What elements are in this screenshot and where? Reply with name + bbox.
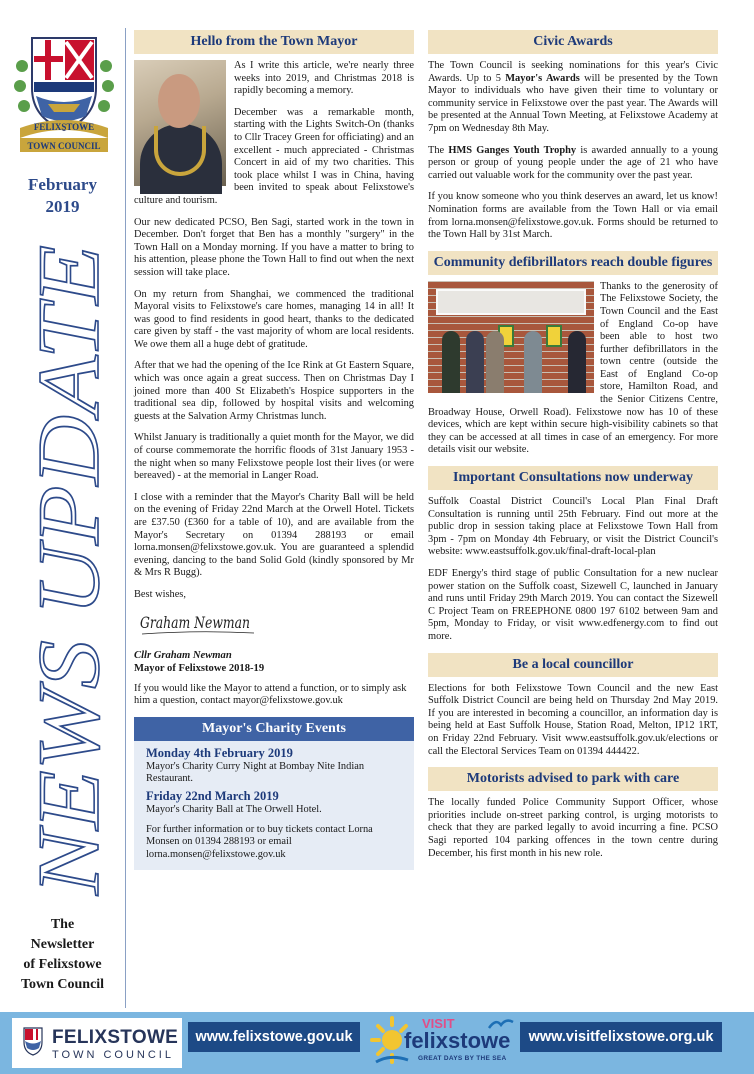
footer-council-logo (12, 1018, 182, 1068)
consultation-paragraph: EDF Energy's third stage of public Consultation for a new nuclear power station on the Suffolk coast, Sizewell C, launched in January and runs until Friday 29th March 2019. You can contact the Sizewell C Project Team on FREEPHONE 0800 197 6102 between 9am and 5pm, Monday to Friday, or visit www.edfenergy.com to find out more. (428, 568, 718, 642)
mayor-paragraph: On my return from Shanghai, we commenced the traditional Mayoral visits to Felixstowe's care homes, managing 14 in all! It was good to find residents in good heart, thanks to the dedicated care given by staff - the vast majority of whom are local residents. We owe them all a huge debt of gratitude. (134, 288, 414, 350)
mayor-heading: Hello from the Town Mayor (134, 30, 414, 54)
svg-text:FELIXSTOWE: FELIXSTOWE (33, 122, 95, 132)
visit-website-link[interactable]: www.visitfelixstowe.org.uk (520, 1022, 722, 1052)
issue-date (0, 174, 125, 218)
mayor-photo (134, 60, 226, 186)
mayor-paragraph: After that we had the opening of the Ice Rink at Gt Eastern Square, which was once again a great success. Then on Christmas Day I joined more than 400 St Elizabeth's Hospice supporters in the traditional sea dip, followed by hospital visits and welcoming guests at the Salvation Army Christmas lunch. (134, 360, 414, 422)
mayor-paragraph: Whilst January is traditionally a quiet month for the Mayor, we did of course commemorate the horrific floods of 31st January 1953 - the night when so many Felixstowe people lost their lives (or were bereaved) - at the memorial in Langer Road. (134, 432, 414, 482)
crest-icon (22, 1026, 44, 1056)
sidebar (0, 0, 125, 1010)
motorists-paragraph: The locally funded Police Community Support Officer, whose priorities include on-street parking control, is urging motorists to check that they are parked legally to avoid incurring a fine. PCSO Sagi reported 104 parking offences in the town centre during December, his first month in his new role. (428, 797, 718, 859)
councillor-heading: Be a local councillor (428, 653, 718, 677)
seagull-icon (488, 1016, 514, 1032)
charity-events-box (134, 717, 414, 871)
issue-year: 2019 (45, 197, 80, 216)
event-date: Friday 22nd March 2019 (146, 788, 279, 803)
councillor-paragraph: Elections for both Felixstowe Town Council and the new East Suffolk District Council are being held on Thursday 2nd May 2019. If you are interested in becoming a councillor, an information day is being held at East Suffolk House, Station Road, Melton, IP12 1RT, on Friday 22nd February. Visit www.eastsuffolk.gov.uk/elections or call the Electoral Services Team on 01394 444422. (428, 682, 718, 757)
mayor-paragraph: As I write this article, we're nearly three weeks into 2019, and Christmas 2018 is rapidly becoming a memory. (234, 60, 414, 97)
event-date: Monday 4th February 2019 (146, 745, 293, 760)
mayor-paragraph: December was a remarkable month, starting with the Lights Switch-On (thanks to Cllr Tracey Green for officiating) and an excellent - much appreciated - Christmas Concert in aid of my two charities. This took place whilst I was in China, having been invited to speak about Felixstowe's culture and tourism. (134, 106, 414, 206)
sidebar-divider (125, 28, 126, 1008)
svg-text:Graham Newman: Graham Newman (140, 612, 250, 632)
civic-paragraph: The Town Council is seeking nominations for this year's Civic Awards. Up to 5 Mayor's Awards will be presented by the Town Mayor to individuals who have given their time to voluntary or community service in Felixstowe over the past year. The Awards will be presented at the Annual Town Meeting, at Felixstowe Academy at 7pm on Wednesday 8th May. (428, 60, 718, 134)
visit-wordmark: felixstowe (404, 1028, 511, 1053)
mayor-contact: If you would like the Mayor to attend a function, or to simply ask him a question, contact mayor@felixstowe.gov.uk (134, 682, 407, 707)
footer-brand: FELIXSTOWE (52, 1027, 179, 1048)
newsletter-description: The Newsletter of Felixstowe Town Council (20, 917, 105, 992)
events-heading: Mayor's Charity Events (134, 717, 414, 741)
news-column (428, 30, 718, 869)
visit-felixstowe-logo (370, 1014, 516, 1072)
consultation-paragraph: Suffolk Coastal District Council's Local Plan Final Draft Consultation is running until 25th February. Find out more at the public drop in session taking place at Felixstowe Town Hall from 3pm - 7pm on Monday 4th February, or visit the District Council's website: www.eastsuffolk.gov.uk/final-draft-local-plan (428, 496, 718, 558)
motorists-heading: Motorists advised to park with care (428, 767, 718, 791)
signatory-name: Cllr Graham Newman (134, 649, 232, 661)
mayor-column (134, 30, 414, 870)
mayor-paragraph: I close with a reminder that the Mayor's Charity Ball will be held on the evening of Friday 22nd March at the Orwell Hotel. Tickets are £37.50 (£360 for a table of 10), and are available from the Mayor's Secretary on 01394 288193 or email lorna.monsen@felixstowe.gov.uk. You are guaranteed a splendid evening, dancing to the band Solid Gold (kindly sponsored by Mr & Mrs R Bugg). (134, 491, 414, 579)
visit-tagline: GREAT DAYS BY THE SEA (418, 1055, 507, 1062)
masthead-text: NEWS UPDATE (21, 309, 118, 895)
footer-bar (0, 1012, 754, 1074)
council-website-link[interactable]: www.felixstowe.gov.uk (188, 1022, 360, 1052)
consultations-heading: Important Consultations now underway (428, 466, 718, 490)
signatory-title: Mayor of Felixstowe 2018-19 (134, 662, 265, 674)
masthead-title (10, 240, 120, 900)
mayor-signature (138, 606, 258, 640)
defibrillator-photo (428, 281, 594, 393)
footer-brand-sub: TOWN COUNCIL (52, 1049, 174, 1061)
event-description: Mayor's Charity Curry Night at Bombay Nite Indian Restaurant. (146, 760, 365, 785)
civic-awards-heading: Civic Awards (428, 30, 718, 54)
svg-text:TOWN COUNCIL: TOWN COUNCIL (27, 141, 101, 151)
defibrillator-paragraph: Thanks to the generosity of The Felixstowe Society, the Town Council and the East of England Co-op have been able to host two further defibrillators in the town centre (outside the East of England Co-op store, Hamilton Road, and the Senior Citizens Centre, Broadway House, Orwell Road). Felixstowe now has 10 of these devices, which are kept within secure high-visibility cabinets so that they can be accessed at all times in case of an emergency. For more details visit our website. (428, 280, 718, 456)
visit-label: VISIT (422, 1016, 455, 1031)
mayor-paragraph: Our new dedicated PCSO, Ben Sagi, started work in the town in December. Don't forget that Ben has a monthly "surgery" in the Town Hall on a Monday morning. If you have a matter to bring to his attention, please phone the Town Hall to find out when the next session will take place. (134, 216, 414, 278)
defibrillators-heading: Community defibrillators reach double figures (428, 251, 718, 275)
civic-paragraph: If you know someone who you think deserves an award, let us know! Nomination forms are available from the Town Hall or via email from lorna.monsen@felixstowe.gov.uk. Forms should be returned to the Town Hall by 31st March. (428, 191, 718, 241)
events-contact: For further information or to buy tickets contact Lorna Monsen on 01394 288193 or email lorna.monsen@felixstowe.gov.uk (146, 823, 373, 860)
issue-month: February (28, 175, 97, 194)
event-description: Mayor's Charity Ball at The Orwell Hotel. (146, 803, 322, 815)
civic-paragraph: The HMS Ganges Youth Trophy is awarded annually to a young person or group of young people under the age of 21 who have carried out valuable work for the community over the past year. (428, 144, 718, 181)
closing: Best wishes, (134, 588, 186, 600)
town-crest-logo (14, 26, 114, 156)
